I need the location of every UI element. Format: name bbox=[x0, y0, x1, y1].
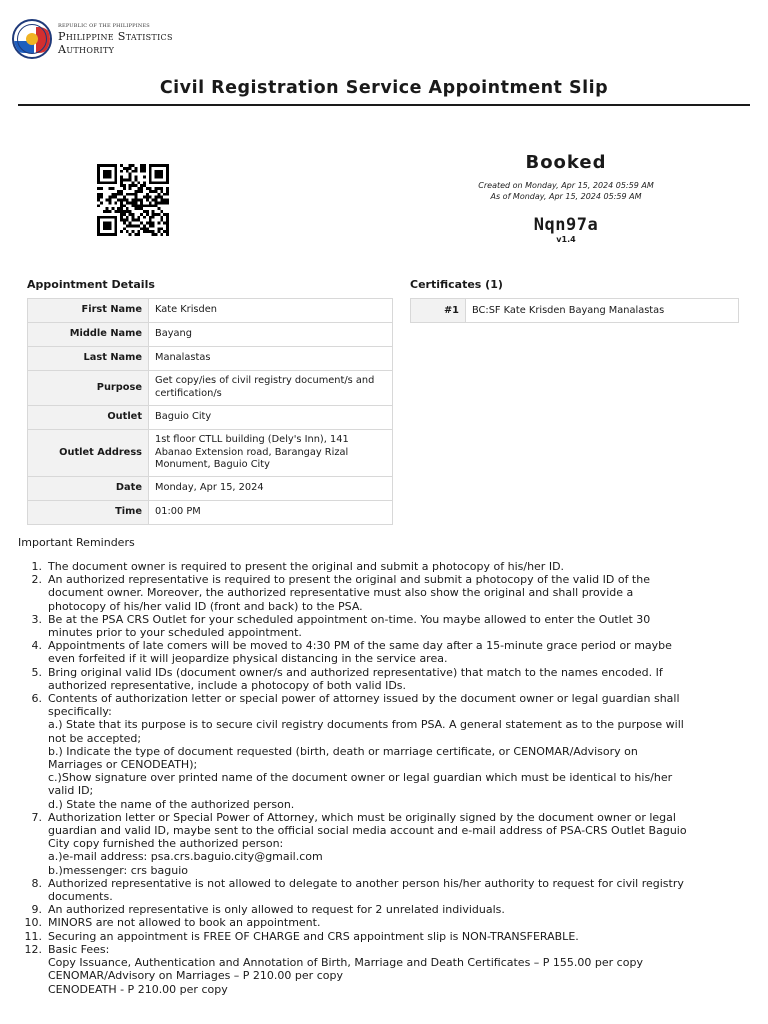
list-item bbox=[18, 573, 748, 613]
row-label: Date bbox=[28, 477, 149, 501]
list-item-line: CENOMAR/Advisory on Marriages – P 210.00 per copy bbox=[48, 969, 343, 983]
list-item-line: Basic Fees: bbox=[48, 942, 110, 956]
title-divider bbox=[18, 104, 750, 106]
list-item-text bbox=[42, 916, 748, 929]
list-item-line: authorized representative, include a photocopy of both valid IDs. bbox=[48, 678, 407, 692]
list-item-number: 7. bbox=[31, 810, 42, 824]
list-item-number: 9. bbox=[31, 903, 42, 917]
psa-logo bbox=[12, 16, 232, 62]
table-row bbox=[28, 323, 393, 347]
psa-seal-icon bbox=[12, 19, 52, 59]
list-item-line: a.) State that its purpose is to secure civil registry documents from PSA. A general statement as to the purpose will bbox=[48, 718, 684, 732]
list-item-line: a.)e-mail address: psa.crs.baguio.city@gmail.com bbox=[48, 850, 323, 864]
list-item-line: document owner. Moreover, the authorized representative must also show the original and shall provide a bbox=[48, 586, 634, 600]
list-item-text bbox=[42, 903, 748, 916]
list-item-line: documents. bbox=[48, 890, 113, 904]
list-item bbox=[18, 560, 748, 573]
certificates-heading: Certificates (1) bbox=[410, 278, 503, 291]
list-item bbox=[18, 639, 748, 665]
row-label: Purpose bbox=[28, 371, 149, 406]
list-item-line: Copy Issuance, Authentication and Annotation of Birth, Marriage and Death Certificates – P 155.00 per copy bbox=[48, 956, 643, 970]
list-item-line: minutes prior to your scheduled appointment. bbox=[48, 626, 302, 640]
certificates-table bbox=[410, 298, 739, 323]
list-item-line: An authorized representative is required to present the original and submit a photocopy of the valid ID of the bbox=[48, 573, 650, 587]
list-item-number: 1. bbox=[31, 560, 42, 573]
list-item-text bbox=[42, 560, 748, 573]
table-row bbox=[28, 477, 393, 501]
table-row bbox=[28, 406, 393, 430]
table-row bbox=[28, 430, 393, 477]
list-item-number: 5. bbox=[31, 665, 42, 679]
list-item bbox=[18, 943, 748, 996]
list-item bbox=[18, 811, 748, 877]
list-item-text bbox=[42, 573, 748, 613]
row-value: Bayang bbox=[149, 323, 393, 347]
row-label: Outlet bbox=[28, 406, 149, 430]
row-value: 1st floor CTLL building (Dely's Inn), 141 Abanao Extension road, Barangay Rizal Monument, Baguio City bbox=[149, 430, 393, 477]
table-row bbox=[28, 299, 393, 323]
list-item-line: c.)Show signature over printed name of the document owner or legal guardian which must be identical to his/her bbox=[48, 771, 673, 785]
row-label: Time bbox=[28, 501, 149, 525]
list-item-number: 8. bbox=[31, 876, 42, 890]
list-item-line: not be accepted; bbox=[48, 731, 142, 745]
list-item-text bbox=[42, 943, 748, 996]
list-item-line: City copy furnished the authorized person: bbox=[48, 837, 284, 851]
list-item-text bbox=[42, 877, 748, 903]
list-item-line: Appointments of late comers will be moved to 4:30 PM of the same day after a 15-minute grace period or maybe bbox=[48, 639, 672, 653]
list-item-text bbox=[42, 666, 748, 692]
appointment-details-heading: Appointment Details bbox=[27, 278, 155, 291]
list-item-text bbox=[42, 930, 748, 943]
qr-code-icon bbox=[96, 164, 170, 236]
list-item-line: The document owner is required to present the original and submit a photocopy of his/her ID. bbox=[48, 560, 565, 573]
list-item-line: Securing an appointment is FREE OF CHARGE and CRS appointment slip is NON-TRANSFERABLE. bbox=[48, 929, 579, 943]
list-item-line: even forfeited if it will jeopardize physical distancing in the service area. bbox=[48, 652, 448, 666]
list-item-line: Authorization letter or Special Power of Attorney, which must be originally signed by the document owner or legal bbox=[48, 810, 676, 824]
list-item-line: Marriages or CENODEATH); bbox=[48, 758, 198, 772]
list-item-text bbox=[42, 811, 748, 877]
org-name: Philippine Statistics Authority bbox=[58, 29, 173, 56]
list-item bbox=[18, 666, 748, 692]
list-item-number: 3. bbox=[31, 612, 42, 626]
row-value: Kate Krisden bbox=[149, 299, 393, 323]
list-item bbox=[18, 877, 748, 903]
row-value: Manalastas bbox=[149, 347, 393, 371]
list-item-line: valid ID; bbox=[48, 784, 94, 798]
appointment-details-table bbox=[27, 298, 393, 525]
list-item bbox=[18, 903, 748, 916]
list-item-line: Bring original valid IDs (document owner/s and authorized representative) that match to the names encoded. If bbox=[48, 665, 663, 679]
status-label: Booked bbox=[525, 152, 607, 173]
list-item-number: 10. bbox=[24, 916, 42, 930]
row-value: 01:00 PM bbox=[149, 501, 393, 525]
reminders-heading: Important Reminders bbox=[18, 536, 135, 549]
table-row bbox=[28, 347, 393, 371]
list-item-line: guardian and valid ID, maybe sent to the official social media account and e-mail address of PSA-CRS Outlet Baguio bbox=[48, 824, 687, 838]
list-item bbox=[18, 613, 748, 639]
list-item-number: 11. bbox=[24, 929, 42, 943]
list-item-line: MINORS are not allowed to book an appointment. bbox=[48, 916, 321, 930]
list-item-line: Contents of authorization letter or special power of attorney issued by the document owner or legal guardian shall bbox=[48, 692, 680, 706]
asof-timestamp: As of Monday, Apr 15, 2024 05:59 AM bbox=[490, 192, 642, 201]
row-value: Monday, Apr 15, 2024 bbox=[149, 477, 393, 501]
row-label: Outlet Address bbox=[28, 430, 149, 477]
list-item-line: b.)messenger: crs baguio bbox=[48, 863, 188, 877]
row-value: Get copy/ies of civil registry document/s and certification/s bbox=[149, 371, 393, 406]
list-item-text bbox=[42, 692, 748, 811]
list-item-line: Be at the PSA CRS Outlet for your scheduled appointment on-time. You maybe allowed to enter the Outlet 30 bbox=[48, 612, 651, 626]
row-label: Middle Name bbox=[28, 323, 149, 347]
list-item-line: CENODEATH - P 210.00 per copy bbox=[48, 982, 228, 996]
reminders-list bbox=[18, 560, 748, 996]
certificate-value: BC:SF Kate Krisden Bayang Manalastas bbox=[466, 299, 739, 323]
org-country: REPUBLIC OF THE PHILIPPINES bbox=[58, 22, 150, 29]
status-block bbox=[448, 152, 684, 244]
list-item-number: 12. bbox=[24, 942, 42, 956]
qr-code bbox=[96, 164, 170, 236]
table-row bbox=[28, 371, 393, 406]
list-item-line: specifically: bbox=[48, 705, 112, 719]
list-item bbox=[18, 916, 748, 929]
list-item-text bbox=[42, 639, 748, 665]
page-title: Civil Registration Service Appointment Slip bbox=[159, 78, 609, 98]
list-item-line: An authorized representative is only allowed to request for 2 unrelated individuals. bbox=[48, 903, 505, 917]
list-item-line: Authorized representative is not allowed to delegate to another person his/her authority to request for civil registry bbox=[48, 876, 684, 890]
table-row bbox=[411, 299, 739, 323]
list-item-number: 6. bbox=[31, 692, 42, 706]
certificate-number: #1 bbox=[411, 299, 466, 323]
list-item-line: d.) State the name of the authorized person. bbox=[48, 797, 295, 811]
reference-code: Nqn97a bbox=[533, 215, 599, 235]
row-value: Baguio City bbox=[149, 406, 393, 430]
row-label: Last Name bbox=[28, 347, 149, 371]
list-item-number: 4. bbox=[31, 639, 42, 653]
list-item-text bbox=[42, 613, 748, 639]
row-label: First Name bbox=[28, 299, 149, 323]
created-timestamp: Created on Monday, Apr 15, 2024 05:59 AM bbox=[478, 181, 654, 190]
list-item-number: 2. bbox=[31, 573, 42, 587]
list-item-line: photocopy of his/her valid ID (front and back) to the PSA. bbox=[48, 599, 363, 613]
list-item-line: b.) Indicate the type of document requested (birth, death or marriage certificate, or CENOMAR/Advisory on bbox=[48, 744, 638, 758]
table-row bbox=[28, 501, 393, 525]
list-item bbox=[18, 930, 748, 943]
version-label: v1.4 bbox=[556, 235, 576, 244]
list-item bbox=[18, 692, 748, 811]
